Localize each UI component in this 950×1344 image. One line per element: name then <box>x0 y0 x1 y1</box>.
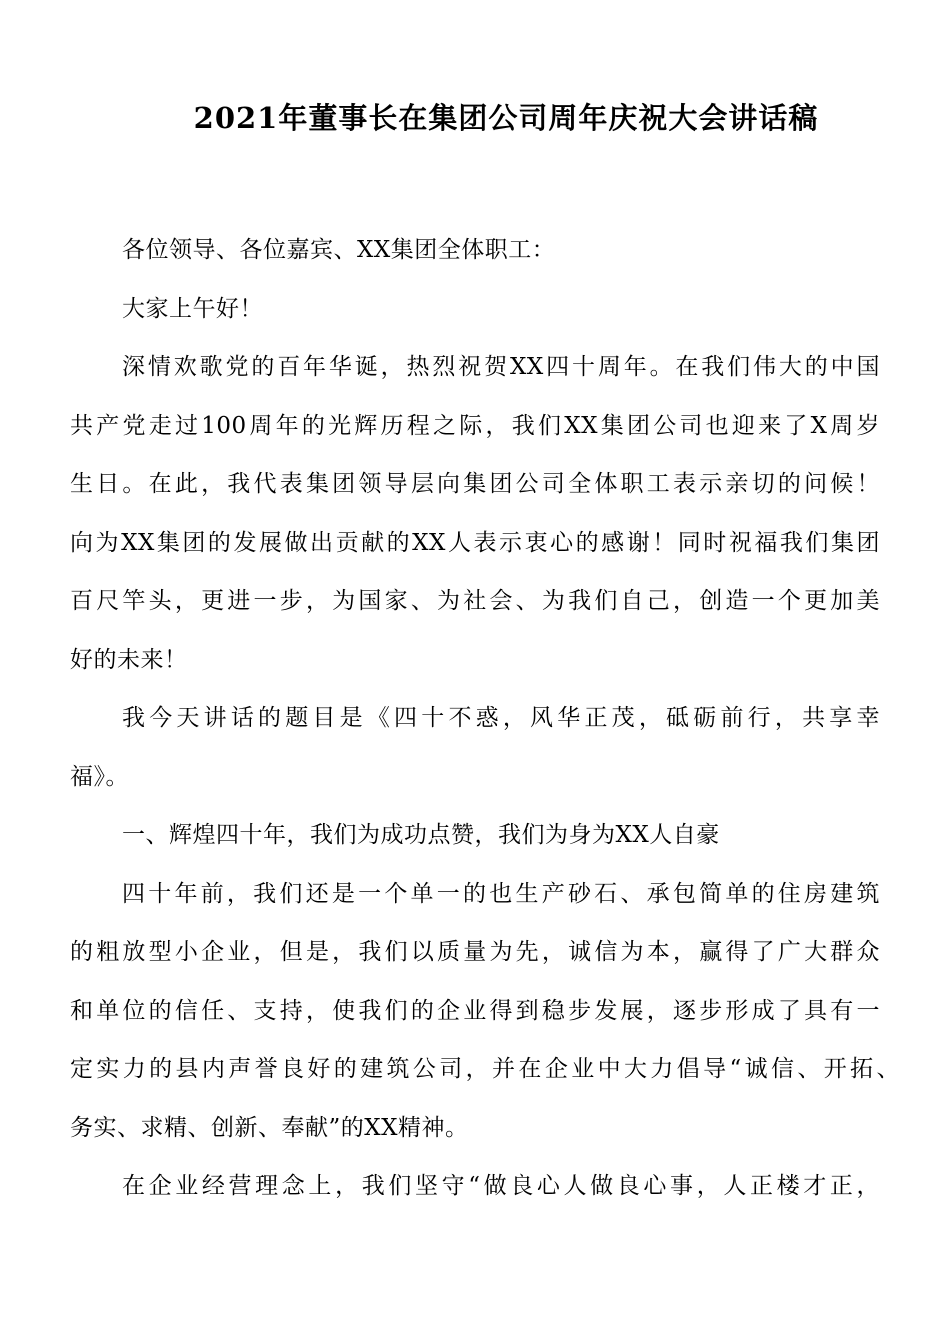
paragraph-line: 百尺竿头，更进一步，为国家、为社会、为我们自己，创造一个更加美 <box>70 588 880 614</box>
paragraph-line: 四十年前，我们还是一个单一的也生产砂石、承包简单的住房建筑 <box>122 880 880 907</box>
paragraph-line: 共产党走过100周年的光辉历程之际，我们XX集团公司也迎来了X周岁 <box>70 412 880 439</box>
document-title: 2021年董事长在集团公司周年庆祝大会讲话稿 <box>193 101 819 135</box>
paragraph-line: 定实力的县内声誉良好的建筑公司，并在企业中大力倡导“诚信、开拓、 <box>70 1056 900 1082</box>
greeting-line: 大家上午好！ <box>122 295 263 322</box>
document-body <box>70 232 900 1227</box>
section-heading: 一、辉煌四十年，我们为成功点赞，我们为身为XX人自豪 <box>122 822 720 848</box>
paragraph-line: 的粗放型小企业，但是，我们以质量为先，诚信为本，赢得了广大群众 <box>70 939 880 965</box>
paragraph-line: 我今天讲话的题目是《四十不惑，风华正茂，砥砺前行，共享幸 <box>122 705 880 731</box>
paragraph-line: 和单位的信任、支持，使我们的企业得到稳步发展，逐步形成了具有一 <box>70 997 880 1024</box>
paragraph-line: 生日。在此，我代表集团领导层向集团公司全体职工表示亲切的问候！ <box>70 471 880 497</box>
paragraph-line: 深情欢歌党的百年华诞，热烈祝贺XX四十周年。在我们伟大的中国 <box>122 354 880 380</box>
paragraph-line: 向为XX集团的发展做出贡献的XX人表示衷心的感谢！同时祝福我们集团 <box>70 529 880 556</box>
paragraph-line: 福》。 <box>70 763 129 790</box>
salutation-line: 各位领导、各位嘉宾、XX集团全体职工： <box>122 237 556 263</box>
paragraph-line: 在企业经营理念上，我们坚守“做良心人做良心事，人正楼才正， <box>122 1173 880 1199</box>
paragraph-line: 好的未来！ <box>70 646 188 673</box>
paragraph-line: 务实、求精、创新、奉献”的XX精神。 <box>70 1114 469 1141</box>
